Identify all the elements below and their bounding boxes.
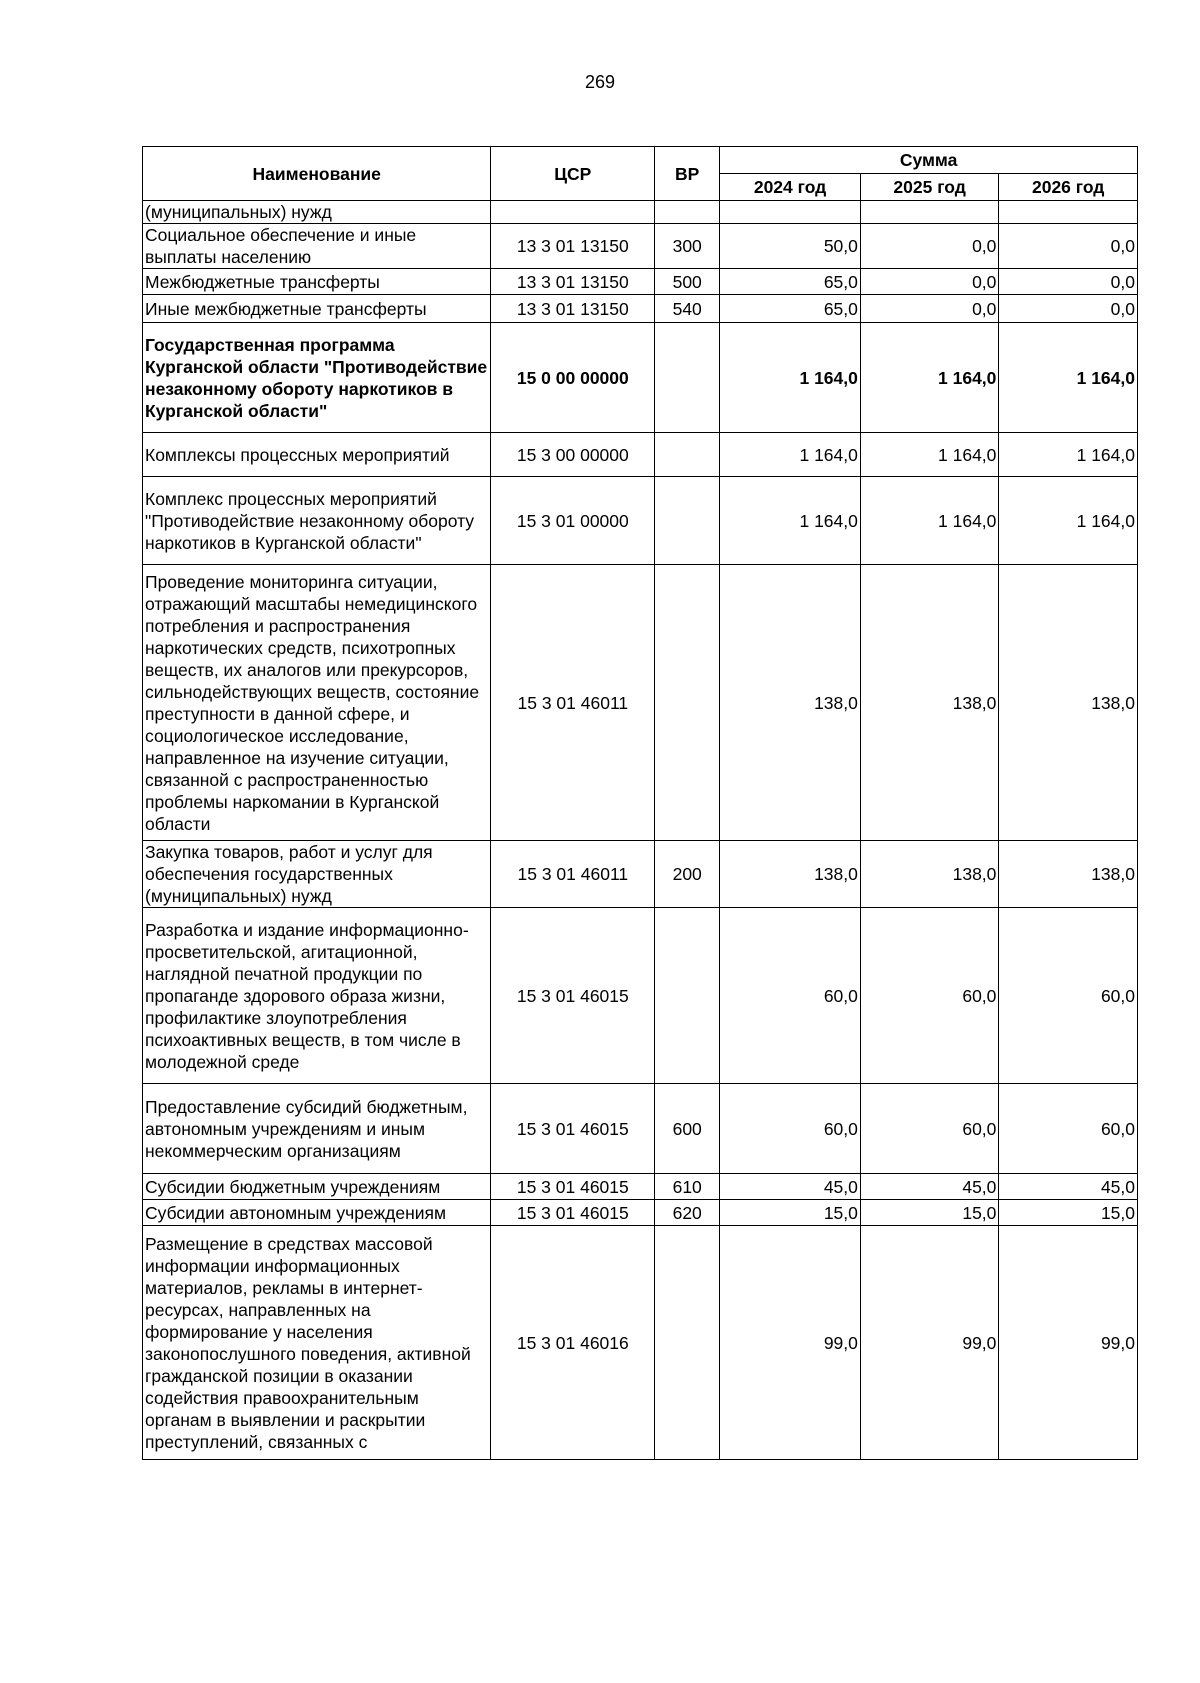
row-vr: 540	[655, 295, 720, 323]
row-vr: 610	[655, 1174, 720, 1200]
row-2026: 138,0	[999, 565, 1138, 841]
row-csr: 15 3 01 46015	[491, 908, 655, 1084]
row-csr: 15 3 01 00000	[491, 477, 655, 565]
row-2026: 0,0	[999, 295, 1138, 323]
row-2026: 15,0	[999, 1200, 1138, 1226]
row-csr: 13 3 01 13150	[491, 269, 655, 295]
row-2025	[860, 201, 999, 224]
row-2024: 138,0	[720, 565, 861, 841]
row-vr: 600	[655, 1084, 720, 1174]
row-vr	[655, 908, 720, 1084]
table-row	[143, 433, 1138, 477]
row-vr	[655, 565, 720, 841]
row-vr	[655, 201, 720, 224]
row-2024: 45,0	[720, 1174, 861, 1200]
header-name: Наименование	[143, 147, 491, 201]
row-2025: 1 164,0	[860, 477, 999, 565]
table-row	[143, 565, 1138, 841]
row-name: Межбюджетные трансферты	[143, 269, 491, 295]
row-csr: 15 3 01 46011	[491, 841, 655, 908]
row-name: Размещение в средствах массовой информации информационных материалов, рекламы в интернет-ресурсах, направленных на формирование у населения законопослушного поведения, активной гражданской позиции в оказании содействия правоохранительным органам в выявлении и раскрытии преступлений, связанных с	[143, 1226, 491, 1460]
row-2024: 1 164,0	[720, 433, 861, 477]
table-row	[143, 201, 1138, 224]
header-sum: Сумма	[720, 147, 1138, 174]
row-2025: 60,0	[860, 1084, 999, 1174]
row-vr	[655, 1226, 720, 1460]
row-vr: 620	[655, 1200, 720, 1226]
row-2026: 45,0	[999, 1174, 1138, 1200]
table-row	[143, 1226, 1138, 1460]
row-2024: 60,0	[720, 908, 861, 1084]
table-row	[143, 295, 1138, 323]
row-vr: 200	[655, 841, 720, 908]
budget-table	[142, 146, 1138, 1460]
row-2024: 65,0	[720, 269, 861, 295]
row-csr: 15 3 01 46011	[491, 565, 655, 841]
row-2026: 1 164,0	[999, 477, 1138, 565]
row-name: (муниципальных) нужд	[143, 201, 491, 224]
row-2026: 99,0	[999, 1226, 1138, 1460]
row-2025: 1 164,0	[860, 323, 999, 433]
table-row	[143, 323, 1138, 433]
row-csr: 15 0 00 00000	[491, 323, 655, 433]
row-csr: 15 3 00 00000	[491, 433, 655, 477]
row-2025: 45,0	[860, 1174, 999, 1200]
row-2025: 0,0	[860, 224, 999, 269]
row-2025: 0,0	[860, 295, 999, 323]
row-2025: 138,0	[860, 565, 999, 841]
row-vr: 300	[655, 224, 720, 269]
header-2025: 2025 год	[860, 174, 999, 201]
row-2024: 1 164,0	[720, 323, 861, 433]
table-row	[143, 1084, 1138, 1174]
row-vr	[655, 323, 720, 433]
table-header	[143, 147, 1138, 201]
row-csr	[491, 201, 655, 224]
row-vr	[655, 433, 720, 477]
row-csr: 15 3 01 46016	[491, 1226, 655, 1460]
row-2025: 1 164,0	[860, 433, 999, 477]
row-2026	[999, 201, 1138, 224]
row-2024	[720, 201, 861, 224]
row-2024: 15,0	[720, 1200, 861, 1226]
row-2024: 138,0	[720, 841, 861, 908]
row-2025: 60,0	[860, 908, 999, 1084]
row-csr: 15 3 01 46015	[491, 1200, 655, 1226]
row-name: Субсидии автономным учреждениям	[143, 1200, 491, 1226]
row-2025: 99,0	[860, 1226, 999, 1460]
row-vr	[655, 477, 720, 565]
row-2026: 138,0	[999, 841, 1138, 908]
row-2026: 1 164,0	[999, 433, 1138, 477]
table-row	[143, 269, 1138, 295]
row-2024: 60,0	[720, 1084, 861, 1174]
row-name: Государственная программа Курганской области "Противодействие незаконному обороту наркотиков в Курганской области"	[143, 323, 491, 433]
row-name: Предоставление субсидий бюджетным, автономным учреждениям и иным некоммерческим организациям	[143, 1084, 491, 1174]
row-2025: 138,0	[860, 841, 999, 908]
row-csr: 15 3 01 46015	[491, 1084, 655, 1174]
table-body	[143, 201, 1138, 1460]
row-2024: 1 164,0	[720, 477, 861, 565]
table-row	[143, 1174, 1138, 1200]
row-csr: 13 3 01 13150	[491, 295, 655, 323]
row-name: Комплекс процессных мероприятий "Противодействие незаконному обороту наркотиков в Курганской области"	[143, 477, 491, 565]
row-2026: 0,0	[999, 224, 1138, 269]
header-2026: 2026 год	[999, 174, 1138, 201]
table-row	[143, 477, 1138, 565]
row-vr: 500	[655, 269, 720, 295]
row-name: Проведение мониторинга ситуации, отражающий масштабы немедицинского потребления и распространения наркотических средств, психотропных веществ, их аналогов или прекурсоров, сильнодействующих веществ, состояние преступности в данной сфере, и социологическое исследование, направленное на изучение ситуации, связанной с распространенностью проблемы наркомании в Курганской области	[143, 565, 491, 841]
page-number: 269	[584, 72, 616, 92]
row-name: Комплексы процессных мероприятий	[143, 433, 491, 477]
row-2025: 0,0	[860, 269, 999, 295]
row-2024: 50,0	[720, 224, 861, 269]
row-2025: 15,0	[860, 1200, 999, 1226]
row-name: Субсидии бюджетным учреждениям	[143, 1174, 491, 1200]
table-row	[143, 224, 1138, 269]
row-2024: 99,0	[720, 1226, 861, 1460]
row-name: Закупка товаров, работ и услуг для обеспечения государственных (муниципальных) нужд	[143, 841, 491, 908]
row-2026: 1 164,0	[999, 323, 1138, 433]
row-2026: 60,0	[999, 908, 1138, 1084]
header-2024: 2024 год	[720, 174, 861, 201]
table-row	[143, 1200, 1138, 1226]
row-name: Социальное обеспечение и иные выплаты населению	[143, 224, 491, 269]
table-row	[143, 908, 1138, 1084]
row-2024: 65,0	[720, 295, 861, 323]
row-2026: 0,0	[999, 269, 1138, 295]
header-csr: ЦСР	[491, 147, 655, 201]
row-name: Иные межбюджетные трансферты	[143, 295, 491, 323]
row-name: Разработка и издание информационно-просветительской, агитационной, наглядной печатной продукции по пропаганде здорового образа жизни, профилактике злоупотребления психоактивных веществ, в том числе в молодежной среде	[143, 908, 491, 1084]
table-row	[143, 841, 1138, 908]
header-vr: ВР	[655, 147, 720, 201]
row-csr: 15 3 01 46015	[491, 1174, 655, 1200]
row-csr: 13 3 01 13150	[491, 224, 655, 269]
row-2026: 60,0	[999, 1084, 1138, 1174]
